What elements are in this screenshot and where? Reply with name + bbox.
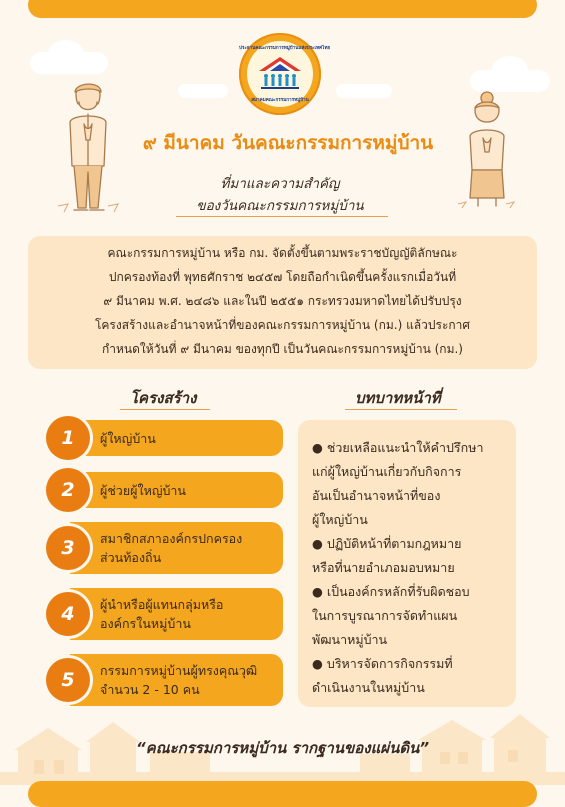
intro-line: กำหนดให้วันที่ ๙ มีนาคม ของทุกปี เป็นวันคณะกรรมการหมู่บ้าน (กม.) [102, 342, 463, 356]
structure-heading-underline [120, 409, 210, 410]
structure-item-number-badge [46, 526, 90, 570]
structure-item-label: ผู้ใหญ่บ้าน [100, 431, 156, 446]
title-day-number: ๙ [142, 132, 157, 154]
subtitle-line-2: ของวันคณะกรรมการหมู่บ้าน [196, 198, 364, 214]
structure-item-label: จำนวน 2 - 10 คน [100, 682, 200, 697]
cloud-left-bump [48, 40, 84, 68]
intro-line: คณะกรรมการหมู่บ้าน หรือ กม. จัดตั้งขึ้นตามพระราชบัญญัติลักษณะ [107, 246, 458, 260]
duty-line: พัฒนาหมู่บ้าน [312, 632, 388, 647]
duty-line: ● ช่วยเหลือแนะนำให้คำปรึกษา [312, 440, 484, 455]
structure-item-number-badge [46, 592, 90, 636]
structure-item-number-badge [46, 658, 90, 702]
logo-emblem-icon [257, 55, 303, 93]
intro-line: ปกครองท้องที่ พุทธศักราช ๒๔๕๗ โดยถือกำเนิดขึ้นครั้งแรกเมื่อวันที่ [108, 270, 457, 284]
structure-item-label: กรรมการหมู่บ้านผู้ทรงคุณวุฒิ [100, 663, 258, 678]
duty-line: ดำเนินงานในหมู่บ้าน [312, 680, 425, 695]
intro-panel [28, 236, 537, 369]
bottom-banner-bar [28, 781, 537, 807]
structure-item-number: 1 [61, 427, 75, 449]
page-title [108, 128, 468, 158]
duty-line: ● ปฏิบัติหน้าที่ตามกฎหมาย [312, 536, 462, 551]
structure-item-label: สมาชิกสภาองค์กรปกครอง [100, 531, 243, 546]
duties-heading: บทบาทหน้าที่ [355, 389, 441, 407]
duty-line: ● บริหารจัดการกิจกรรมที่ [312, 656, 453, 671]
association-logo [239, 33, 331, 115]
structure-item-number: 5 [61, 669, 75, 691]
structure-item [70, 588, 283, 640]
cloud-right-bump [492, 56, 528, 84]
structure-item-label: ผู้นำหรือผู้แทนกลุ่มหรือ [100, 597, 224, 612]
structure-item [70, 420, 283, 456]
intro-line: โครงสร้างและอำนาจหน้าที่ของคณะกรรมการหมู่บ้าน (กม.) แล้วประกาศ [94, 318, 471, 332]
structure-item-label: ส่วนท้องถิ่น [100, 550, 162, 565]
duties-panel [298, 420, 516, 707]
intro-line: ๙ มีนาคม พ.ศ. ๒๔๘๖ และในปี ๒๕๕๑ กระทรวงมหาดไทยได้ปรับปรุง [103, 294, 462, 308]
cloud-center-left [178, 84, 228, 98]
logo-ring-text-bottom: สมาคมคณะกรรมการหมู่บ้าน [251, 98, 309, 103]
logo-ring-text-top: ประธานคณะกรรมการหมู่บ้านแห่งประเทศไทย [239, 46, 331, 51]
duty-line: หรือที่นายอำเภอมอบหมาย [312, 560, 455, 575]
structure-item-label: องค์กรในหมู่บ้าน [100, 616, 191, 631]
structure-item-number-badge [46, 416, 90, 460]
structure-item-number: 2 [61, 479, 75, 501]
structure-item [70, 654, 283, 706]
duty-line: ● เป็นองค์กรหลักที่รับผิดชอบ [312, 584, 470, 599]
structure-item-number: 3 [61, 537, 75, 559]
duty-line: อันเป็นอำนาจหน้าที่ของ [312, 488, 441, 503]
closing-slogan: “คณะกรรมการหมู่บ้าน รากฐานของแผ่นดิน” [136, 739, 429, 757]
duties-heading-underline [345, 409, 457, 410]
subtitle-line-1: ที่มาและความสำคัญ [220, 176, 340, 192]
structure-item [70, 522, 283, 574]
duty-line: ในการบูรณาการจัดทำแผน [312, 608, 458, 623]
structure-item-number: 4 [61, 603, 75, 625]
title-text: มีนาคม วันคณะกรรมการหมู่บ้าน [163, 132, 434, 154]
structure-item [70, 472, 283, 508]
duty-line: ผู้ใหญ่บ้าน [312, 512, 368, 527]
subtitle-underline [176, 216, 388, 217]
structure-item-label: ผู้ช่วยผู้ใหญ่บ้าน [100, 483, 186, 498]
duty-line: แก่ผู้ใหญ่บ้านเกี่ยวกับกิจการ [312, 464, 462, 479]
cloud-center-right [336, 84, 392, 98]
structure-heading: โครงสร้าง [130, 389, 197, 407]
structure-item-number-badge [46, 468, 90, 512]
top-banner-bar [28, 0, 537, 18]
